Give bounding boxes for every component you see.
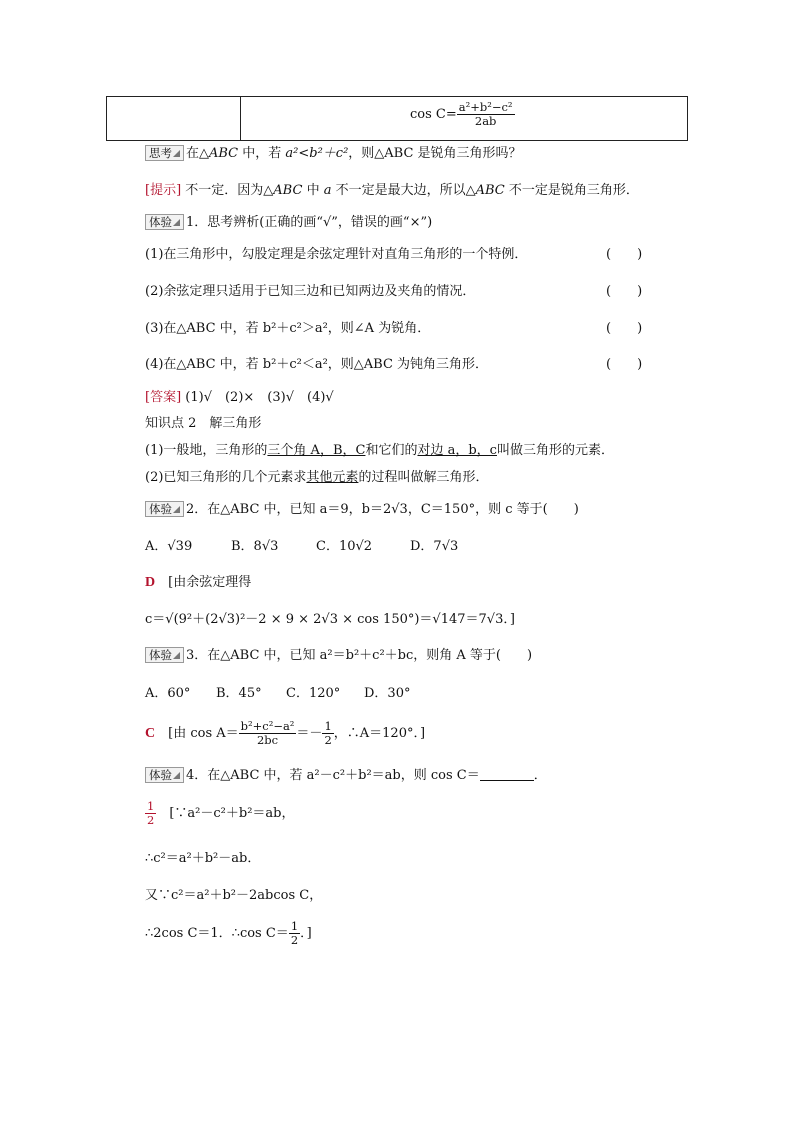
exercise-3-option-a: A．60° [145, 686, 191, 701]
hint-label: [提示] [145, 183, 182, 198]
half-numerator: 1 [324, 719, 332, 733]
exercise-1-title: 体验 1．思考辨析(正确的画“√”，错误的画“×”) [145, 214, 432, 232]
exercise-1-item-4: (4)在△ABC 中，若 b²＋c²＜a²，则△ABC 为钝角三角形． [145, 357, 489, 372]
exercise-2-option-d: D．7√3 [410, 539, 459, 554]
exercise-3-solution: C [由 cos A＝ $\frac{\text{b²+c²−a²}}{2bc}$ ＝－ $\frac{1}{2}$ ，∴A＝120°．] [145, 719, 426, 747]
exercise-2-option-a: A．√39 [145, 539, 193, 554]
knowledge-line-1: (1)一般地，三角形的三个角 A，B，C和它们的对边 a，b，c叫做三角形的元素． [145, 443, 614, 458]
exercise-2-solution-2: c＝√(9²＋(2√3)²－2 × 9 × 2√3 × cos 150°)＝√147＝7√3．] [145, 612, 515, 627]
corner-icon [173, 150, 180, 157]
formula-denominator: 2ab [474, 114, 497, 128]
exercise-2-option-c: C．10√2 [316, 539, 373, 554]
think-tag: 思考 [145, 145, 184, 161]
exercise-2-option-b: B．8√3 [231, 539, 279, 554]
underline-sides: 对边 a，b，c [417, 443, 497, 458]
exercise-4-question: 体验 4．在△ABC 中，若 a²－c²＋b²＝ab，则 cos C＝ ． [145, 767, 547, 785]
think-question: 思考 在△ABC 中，若 a²<b²＋c²，则△ABC 是锐角三角形吗？ [145, 145, 522, 163]
fraction-denominator: 2bc [256, 733, 279, 747]
cos-c-denominator: 2 [290, 933, 299, 947]
answer-paren-2: ( ) [606, 284, 643, 299]
hint-paragraph: [提示] 不一定．因为△ABC 中 a 不一定是最大边，所以△ABC 不一定是锐角三角形． [145, 183, 639, 198]
exercise-3-option-d: D．30° [364, 686, 411, 701]
exercise-1-item-2: (2)余弦定理只适用于已知三边和已知两边及夹角的情况． [145, 284, 476, 299]
knowledge-line-2: (2)已知三角形的几个元素求其他元素的过程叫做解三角形． [145, 470, 489, 485]
exercise-3-question: 体验 3．在△ABC 中，已知 a²＝b²＋c²＋bc，则角 A 等于( ) [145, 647, 532, 665]
answer-blank [480, 768, 534, 781]
exercise-2-question: 体验 2．在△ABC 中，已知 a＝9，b＝2√3，C＝150°，则 c 等于( ) [145, 501, 579, 519]
exp-tag: 体验 [145, 647, 184, 663]
exercise-2-solution-1: D [由余弦定理得 [145, 575, 252, 590]
exercise-4-solution-4: ∴2cos C＝1．∴cos C＝ $\frac{1}{2}$ ．] [145, 919, 312, 947]
answer-1: [答案] (1)√ (2)× (3)√ (4)√ [145, 390, 334, 405]
corner-icon [173, 506, 180, 513]
answer-fraction: $\frac{1}{2}$ [147, 799, 155, 827]
exercise-4-solution-3: 又∵c²＝a²＋b²－2abcos C， [145, 888, 323, 903]
exercise-3-option-c: C．120° [286, 686, 341, 701]
exercise-4-solution-1: $\frac{1}{2}$ [∵a²－c²＋b²＝ab， [147, 799, 295, 827]
formula-numerator: a²+b²−c² [458, 100, 513, 114]
corner-icon [173, 652, 180, 659]
knowledge-point-title: 知识点 2 解三角形 [145, 416, 262, 431]
corner-icon [173, 219, 180, 226]
cos-c-numerator: 1 [290, 919, 299, 933]
answer-paren-4: ( ) [606, 357, 643, 372]
formula-table [106, 96, 688, 141]
answer-paren-3: ( ) [606, 321, 643, 336]
exercise-1-item-1: (1)在三角形中，勾股定理是余弦定理针对直角三角形的一个特例． [145, 247, 528, 262]
cos-c-formula [410, 101, 515, 128]
table-divider [240, 97, 241, 140]
answer-letter: D [145, 575, 156, 590]
exp-tag: 体验 [145, 214, 184, 230]
underline-angles: 三个角 A，B，C [267, 443, 366, 458]
half-denominator: 2 [324, 733, 332, 747]
answer-letter: C [145, 726, 156, 741]
underline-other-elements: 其他元素 [306, 470, 359, 485]
exercise-1-item-3: (3)在△ABC 中，若 b²＋c²＞a²，则∠A 为锐角． [145, 321, 431, 336]
exp-tag: 体验 [145, 767, 184, 783]
exercise-3-option-b: B．45° [216, 686, 262, 701]
fraction-numerator: b²+c²−a² [240, 719, 295, 733]
corner-icon [173, 772, 180, 779]
exercise-4-solution-2: ∴c²＝a²＋b²－ab． [145, 851, 261, 866]
answer-paren-1: ( ) [606, 247, 643, 262]
answer-label: [答案] [145, 390, 182, 405]
exp-tag: 体验 [145, 501, 184, 517]
formula-lhs: cos C= [410, 107, 457, 122]
